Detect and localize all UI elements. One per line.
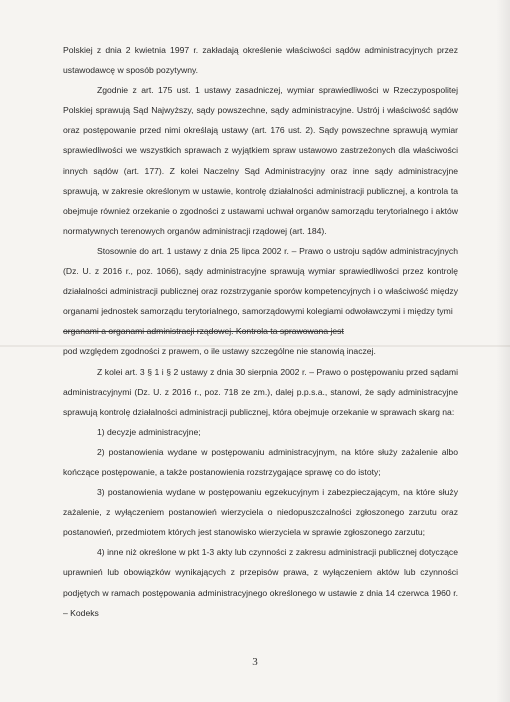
paragraph-ppsa: Z kolei art. 3 § 1 i § 2 ustawy z dnia 30 sierpnia 2002 r. – Prawo o postępowaniu przed sądami administracyjnymi (Dz. U. z 2016 r., poz. 718 ze zm.), dalej p.p.s.a., stanowi, że sądy administracyjne sprawują kontrolę działalności administracji publicznej, która obejmuje orzekanie w sprawach skarg na: (63, 366, 458, 417)
document-body (63, 40, 458, 623)
paragraph-continuation: Polskiej z dnia 2 kwietnia 1997 r. zakładają określenie właściwości sądów administracyjnych przez ustawodawcę w sposób pozytywny. (63, 45, 458, 76)
page-number: 3 (252, 656, 258, 668)
paragraph-court-system-act: Stosownie do art. 1 ustawy z dnia 25 lipca 2002 r. – Prawo o ustroju sądów administracyjnych (Dz. U. z 2016 r., poz. 1066), sądy administracyjne sprawują wymiar sprawiedliwości przez kontrolę działalności administracji publicznej oraz rozstrzyganie sporów kompetencyjnych i o właściwość między organami jednostek samorządu terytorialnego, samorządowymi kolegiami odwoławczymi i między tymi (63, 245, 458, 317)
list-item: 4) inne niż określone w pkt 1-3 akty lub czynności z zakresu administracji publicznej dotyczące uprawnień lub obowiązków wynikających z przepisów prawa, z wyłączeniem aktów lub czynności podjętych w ramach postępowania administracyjnego określonego w ustawie z dnia 14 czerwca 1960 r. – Kodeks (63, 547, 458, 618)
list-item: 1) decyzje administracyjne; (97, 426, 201, 437)
list-item: 3) postanowienia wydane w postępowaniu egzekucyjnym i zabezpieczającym, na które służy zażalenie, z wyłączeniem postanowień wierzyciela o niedopuszczalności zgłoszonego zarzutu oraz postanowień, przedmiotem których jest stanowisko wierzyciela w sprawie zgłoszonego zarzutu; (63, 487, 458, 538)
paragraph-constitution: Zgodnie z art. 175 ust. 1 ustawy zasadniczej, wymiar sprawiedliwości w Rzeczypospolitej Polskiej sprawują Sąd Najwyższy, sądy powszechne, sądy administracyjne. Ustrój i właściwość sądów oraz postępowanie przed nimi określają ustawy (art. 176 ust. 2). Sądy powszechne sprawują wymiar sprawiedliwości we wszystkich sprawach z wyjątkiem spraw ustawowo zastrzeżonych dla właściwości innych sądów (art. 177). Z kolei Naczelny Sąd Administracyjny oraz inne sądy administracyjne sprawują, w zakresie określonym w ustawie, kontrolę działalności administracji publicznej, a kontrola ta obejmuje również orzekanie o zgodności z ustawami uchwał organów samorządu terytorialnego i aktów normatywnych terenowych organów administracji rządowej (art. 184). (63, 85, 458, 236)
paragraph-legality: pod względem zgodności z prawem, o ile ustawy szczególne nie stanowią inaczej. (63, 346, 376, 357)
list-item: 2) postanowienia wydane w postępowaniu administracyjnym, na które służy zażalenie albo kończące postępowanie, a także postanowienia rozstrzygające sprawę co do istoty; (63, 446, 458, 477)
page-edge-shadow (496, 0, 510, 702)
paragraph-struck-line: organami a organami administracji rządowej. Kontrola ta sprawowana jest (63, 326, 344, 337)
